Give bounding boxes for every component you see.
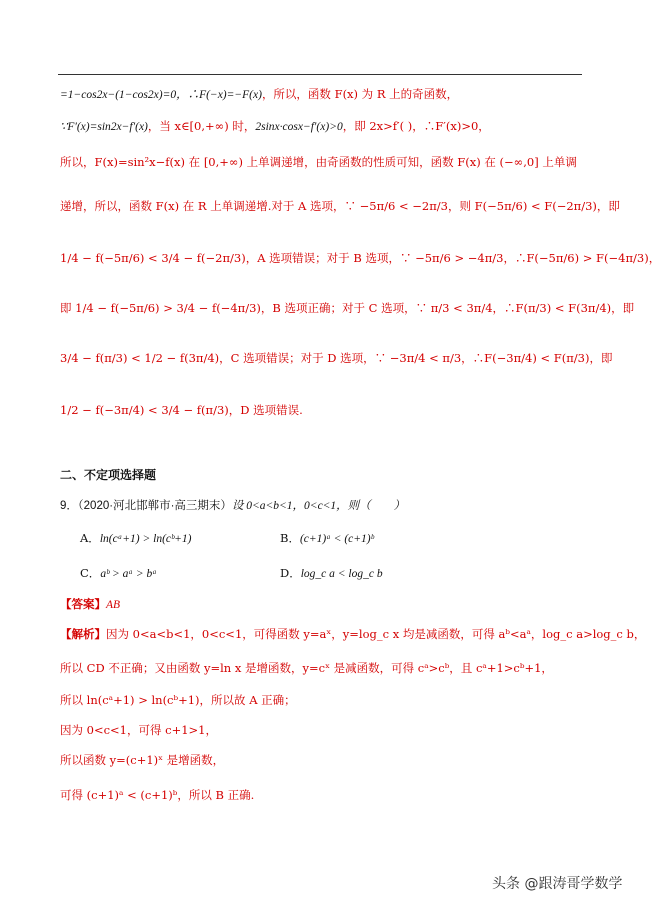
analysis-tag: 【解析】 — [60, 627, 106, 641]
solution-line-2: ∵F′(x)=sin2x−f′(x)，当 x∈[0,+∞) 时，2sinx·cosx−f′(x)>0，即 2x>f′( )，∴F′(x)>0， — [60, 119, 490, 133]
option-b: B．(c+1)ᵃ < (c+1)ᵇ — [280, 531, 374, 545]
solution-line-5: 1/4 − f(−5π/6) < 3/4 − f(−2π/3)，A 选项错误；对于 B 选项，∵ −5π/6 > −4π/3，∴F(−5π/6) > F(−4π/3)， — [60, 251, 660, 265]
option-d: D．log_c a < log_c b — [280, 566, 383, 580]
answer-line — [60, 596, 600, 613]
analysis-line-6: 可得 (c+1)ᵃ < (c+1)ᵇ，所以 B 正确. — [60, 788, 255, 802]
solution-line-8: 1/2 − f(−3π/4) < 3/4 − f(π/3)，D 选项错误. — [60, 403, 303, 417]
question-text: 设 0<a<b<1，0<c<1，则（ ） — [231, 500, 406, 512]
option-c: C．aᵇ > aᵃ > bᵃ — [80, 566, 157, 580]
analysis-line-3: 所以 ln(cᵃ+1) > ln(cᵇ+1)，所以故 A 正确； — [60, 693, 296, 707]
solution-line-6: 即 1/4 − f(−5π/6) > 3/4 − f(−4π/3)，B 选项正确；对于 C 选项，∵ π/3 < 3π/4，∴F(π/3) < F(3π/4)，即 — [60, 301, 635, 315]
header-rule — [58, 74, 582, 75]
analysis-line-1: 【解析】因为 0<a<b<1，0<c<1，可得函数 y=aˣ，y=log_c x 均是减函数，可得 aᵇ<aᵃ，log_c a>log_c b， — [60, 627, 646, 641]
solution-line-7: 3/4 − f(π/3) < 1/2 − f(3π/4)，C 选项错误；对于 D 选项，∵ −3π/4 < π/3，∴F(−3π/4) < F(π/3)，即 — [60, 351, 613, 365]
question-source: （2020·河北邯郸市·高三期末） — [77, 500, 232, 512]
solution-line-4: 递增，所以，函数 F(x) 在 R 上单调递增.对于 A 选项，∵ −5π/6 < −2π/3，则 F(−5π/6) < F(−2π/3)，即 — [60, 199, 620, 213]
solution-line-1: =1−cos2x−(1−cos2x)=0，∴F(−x)=−F(x)，所以，函数 F(x) 为 R 上的奇函数， — [60, 87, 459, 101]
question-stem — [60, 498, 600, 514]
section-heading: 二、不定项选择题 — [60, 468, 157, 482]
question-number: 9． — [60, 500, 78, 512]
solution-line-3: 所以，F(x)=sin²x−f(x) 在 [0,+∞) 上单调递增，由奇函数的性质可知，函数 F(x) 在 (−∞,0] 上单调 — [60, 155, 577, 169]
analysis-line-5: 所以函数 y=(c+1)ˣ 是增函数， — [60, 753, 225, 767]
analysis-line-4: 因为 0<c<1，可得 c+1>1， — [60, 723, 218, 737]
answer-tag: 【答案】 — [60, 597, 106, 611]
watermark: 头条 @跟涛哥学数学 — [492, 876, 623, 892]
answer-value: AB — [106, 599, 121, 611]
option-a: A．ln(cᵃ+1) > ln(cᵇ+1) — [80, 531, 192, 545]
analysis-line-2: 所以 CD 不正确；又由函数 y=ln x 是增函数，y=cˣ 是减函数，可得 cᵃ>cᵇ，且 cᵃ+1>cᵇ+1， — [60, 661, 553, 675]
